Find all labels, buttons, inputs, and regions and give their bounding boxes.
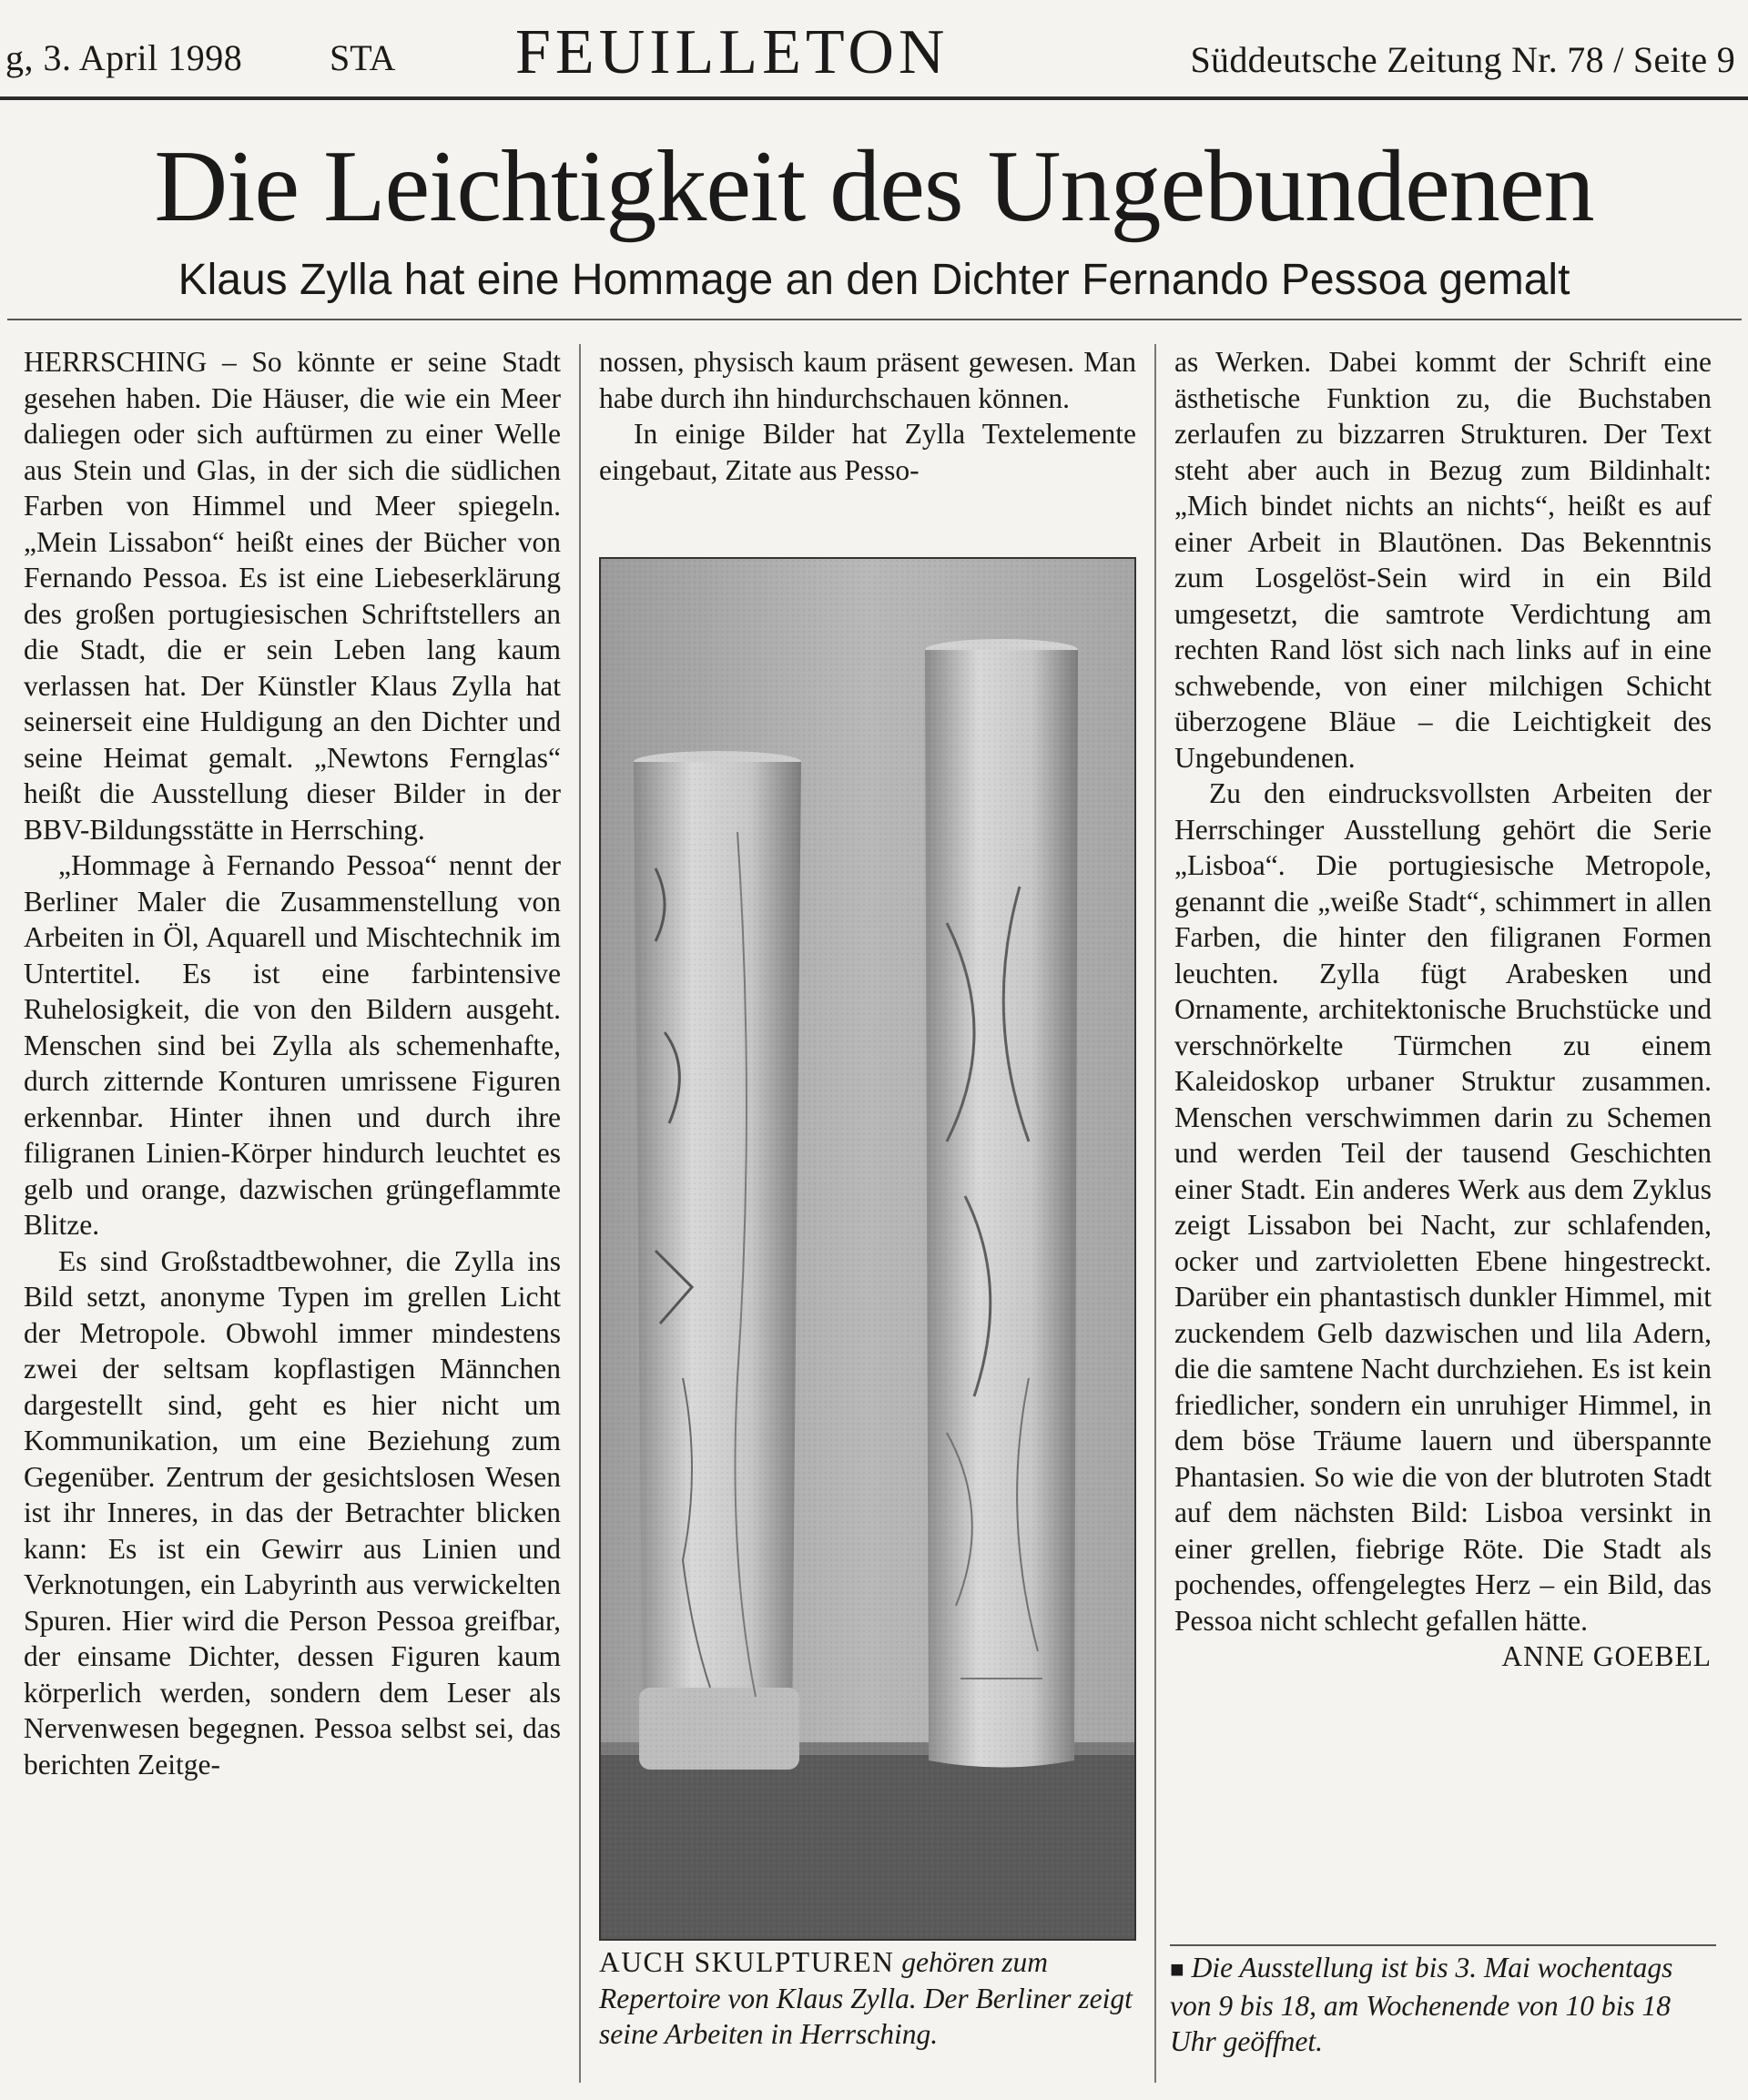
article-column-1 <box>24 344 561 1782</box>
exhibition-info-text: Die Ausstellung ist bis 3. Mai wochentags von 9 bis 18, am Wochenende von 10 bis 18 Uhr geöffnet. <box>1170 1952 1673 2057</box>
column-divider <box>1154 344 1156 2083</box>
exhibition-info-box <box>1170 1944 1716 2060</box>
masthead <box>0 0 1748 100</box>
section-title: FEUILLETON <box>515 17 950 87</box>
paragraph: as Werken. Dabei kommt der Schrift eine ästhetische Funktion zu, die Buchstaben zerlaufen zu bizzarren Strukturen. Der Text steht aber auch in Bezug zum Bildinhalt: „Mich bindet nichts an nichts“, heißt es auf einer Arbeit in Blautönen. Das Bekenntnis zum Losgelöst-Sein wird in ein Bild umgesetzt, die samtrote Verdichtung am rechten Rand löst sich nach links auf in eine schwebende, von einer milchigen Schicht überzogene Bläue – die Leichtigkeit des Ungebundenen. <box>1174 346 1712 774</box>
byline: ANNE GOEBEL <box>1501 1640 1712 1672</box>
caption-lead: AUCH SKULPTUREN <box>599 1946 895 1978</box>
article-column-3 <box>1174 344 1712 1675</box>
paragraph: In einige Bilder hat Zylla Textelemente eingebaut, Zitate aus Pesso- <box>599 418 1136 486</box>
issue-date: g, 3. April 1998 <box>5 37 243 78</box>
paragraph: Es sind Großstadtbewohner, die Zylla ins Bild setzt, anonyme Typen im grellen Licht der Metropole. Obwohl immer mindestens zwei der seltsam kopflastigen Männchen dargestellt sind, geht es hier nicht um Kommunikation, um eine Beziehung zum Gegenüber. Zentrum der gesichtslosen Wesen ist ihr Inneres, in das der Betrachter blicken kann: Es ist ein Gewirr aus Linien und Verknotungen, ein Labyrinth aus verwickelten Spuren. Hier wird die Person Pessoa greifbar, der einsame Dichter, dessen Figuren kaum körperlich werden, sondern dem Leser als Nervenwesen begegnen. Pessoa selbst sei, das berichten Zeitge- <box>24 1244 561 1780</box>
article-column-2 <box>599 344 1136 488</box>
sculpture-photo <box>599 557 1136 1941</box>
caption-text: gehören zum Repertoire von Klaus Zylla. Der Berliner zeigt seine Arbeiten in Herrsching. <box>599 1946 1133 2050</box>
paper-issue-page: Süddeutsche Zeitung Nr. 78 / Seite 9 <box>1190 39 1735 80</box>
sculpture-photo-image <box>601 559 1134 1939</box>
square-bullet-icon: ■ <box>1170 1956 1184 1983</box>
photo-caption <box>599 1944 1136 2053</box>
headline-rule <box>7 319 1742 320</box>
paragraph: „Hommage à Fernando Pessoa“ nennt der Berliner Maler die Zusammenstellung von Arbeiten in Öl, Aquarell und Mischtechnik im Untertitel. Es ist eine farbintensive Ruhelosigkeit, die von den Bildern ausgeht. Menschen sind bei Zylla als schemenhafte, durch zitternde Konturen umrissene Figuren erkennbar. Hinter ihnen und durch ihre filigranen Linien-Körper hindurch leuchtet es gelb und orange, dazwischen grüngeflammte Blitze. <box>24 849 561 1241</box>
masthead-rule <box>0 96 1748 100</box>
paragraph: Zu den eindrucksvollsten Arbeiten der Herrschinger Ausstellung gehört die Serie „Lisboa“. Die portugiesische Metropole, genannt die „weiße Stadt“, schimmert in allen Farben, die hinter den filigranen Formen leuchten. Zylla fügt Arabesken und Ornamente, architektonische Bruchstücke und verschnörkelte Türmchen zu einem Kaleidoskop urbaner Struktur zusammen. Menschen verschwimmen darin zu Schemen und werden Teil der tausend Geschichten einer Stadt. Ein anderes Werk aus dem Zyklus zeigt Lissabon bei Nacht, zur schlafenden, ocker und zartvioletten Ebene hingestreckt. Darüber ein phantastisch dunkler Himmel, mit zuckendem Gelb dazwischen und lila Adern, die die samtene Nacht durchziehen. Es ist kein friedlicher, sondern ein unruhiger Himmel, in dem böse Träume lauern und überspannte Phantasien. So wie die von der blutroten Stadt auf dem nächsten Bild: Lisboa versinkt in einer grellen, fiebrige Röte. Die Stadt als pochendes, offengelegtes Herz – ein Bild, das Pessoa nicht schlecht gefallen hätte. <box>1174 777 1712 1637</box>
paragraph: nossen, physisch kaum präsent gewesen. Man habe durch ihn hindurchschauen können. <box>599 346 1136 414</box>
subheadline: Klaus Zylla hat eine Hommage an den Dichter Fernando Pessoa gemalt <box>178 256 1570 304</box>
edition-code: STA <box>330 37 396 78</box>
paragraph: HERRSCHING – So könnte er seine Stadt gesehen haben. Die Häuser, die wie ein Meer daliegen oder sich auftürmen zu einer Welle aus Stein und Glas, in der sich die südlichen Farben von Himmel und Meer spiegeln. „Mein Lissabon“ heißt eines der Bücher von Fernando Pessoa. Es ist eine Liebeserklärung des großen portugiesischen Schriftstellers an die Stadt, die er sein Leben lang kaum verlassen hat. Der Künstler Klaus Zylla hat seinerseit eine Huldigung an den Dichter und seine Heimat gemalt. „Newtons Fernglas“ heißt die Ausstellung dieser Bilder in der BBV-Bildungsstätte in Herrsching. <box>24 346 561 846</box>
column-divider <box>579 344 581 2083</box>
headline: Die Leichtigkeit des Ungebundenen <box>154 130 1594 243</box>
